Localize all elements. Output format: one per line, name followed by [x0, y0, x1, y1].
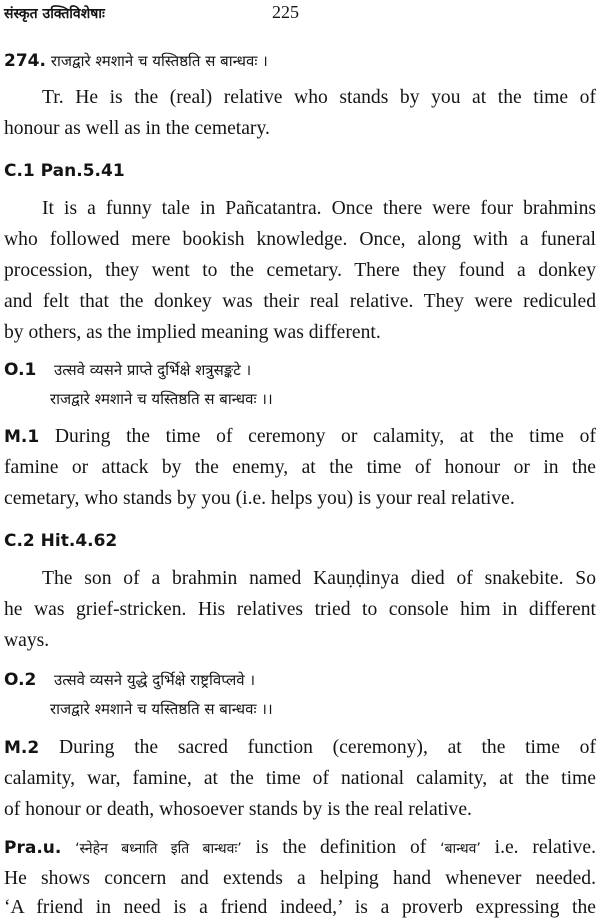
- c1-line: procession, they went to the cemetary. There they found a donkey: [4, 260, 596, 281]
- entry-number: 274.: [4, 51, 46, 71]
- page-header: [4, 2, 596, 32]
- prau-first-line: [4, 835, 596, 862]
- translation-line: Tr. He is the (real) relative who stands by you at the time of: [42, 87, 596, 108]
- prau-quote-sanskrit: ‘स्नेहेन बध्नाति इति बान्धवः’: [75, 841, 242, 857]
- page-number: 225: [272, 2, 299, 22]
- c2-line: he was grief-stricken. His relatives tried to console him in different: [4, 599, 596, 620]
- m2-first-line: [4, 735, 596, 761]
- c2-heading: C.2 Hit.4.62: [4, 531, 118, 551]
- prau-line: He shows concern and extends a helping hand whenever needed.: [4, 868, 596, 889]
- translation-line: honour as well as in the cemetary.: [4, 118, 270, 139]
- prau-term-sanskrit: ‘बान्धव’: [440, 841, 481, 857]
- prau-end-text: i.e. relative.: [494, 837, 596, 858]
- o2-verse-line: [4, 667, 255, 694]
- o2-verse-text: उत्सवे व्यसने युद्धे दुर्भिक्षे राष्ट्रविप्लवे ।: [54, 671, 256, 689]
- prau-mid-text: is the definition of: [255, 837, 427, 858]
- prau-label: Pra.u.: [4, 838, 62, 858]
- m2-line: of honour or death, whosoever stands by is the real relative.: [4, 799, 472, 820]
- running-title: संस्कृत उक्तिविशेषाः: [4, 6, 105, 22]
- o1-verse-text: उत्सवे व्यसने प्राप्ते दुर्भिक्षे शत्रुसङ्कटे ।: [54, 361, 252, 379]
- o2-label: O.2: [4, 670, 37, 690]
- m1-label: M.1: [4, 427, 40, 447]
- o2-verse-line: राजद्वारे श्मशाने च यस्तिष्ठति स बान्धवः ।।: [50, 700, 273, 718]
- c1-line: by others, as the implied meaning was different.: [4, 322, 381, 343]
- c1-line: and felt that the donkey was their real relative. They were rediculed: [4, 291, 596, 312]
- prau-line: ‘A friend in need is a friend indeed,’ is a proverb expressing the: [4, 897, 596, 918]
- m1-text: During the time of ceremony or calamity, at the time of: [54, 426, 596, 447]
- m1-line: famine or attack by the enemy, at the time of honour or in the: [4, 457, 596, 478]
- o1-verse-line: राजद्वारे श्मशाने च यस्तिष्ठति स बान्धवः ।।: [50, 390, 273, 408]
- entry-heading: [4, 48, 268, 74]
- m1-first-line: [4, 424, 596, 450]
- o1-label: O.1: [4, 360, 37, 380]
- m1-line: cemetary, who stands by you (i.e. helps you) is your real relative.: [4, 488, 515, 509]
- c1-line: It is a funny tale in Pañcatantra. Once there were four brahmins: [42, 198, 596, 219]
- c2-line: ways.: [4, 630, 50, 651]
- m2-label: M.2: [4, 738, 40, 758]
- c1-heading: C.1 Pan.5.41: [4, 161, 125, 181]
- o1-verse-line: [4, 357, 251, 384]
- m2-line: calamity, war, famine, at the time of national calamity, at the time: [4, 768, 596, 789]
- entry-sanskrit: राजद्वारे श्मशाने च यस्तिष्ठति स बान्धवः ।: [50, 52, 268, 70]
- c2-line: The son of a brahmin named Kauṇḍinya died of snakebite. So: [42, 568, 596, 589]
- m2-text: During the sacred function (ceremony), at the time of: [58, 737, 596, 758]
- c1-line: who followed mere bookish knowledge. Once, along with a funeral: [4, 229, 596, 250]
